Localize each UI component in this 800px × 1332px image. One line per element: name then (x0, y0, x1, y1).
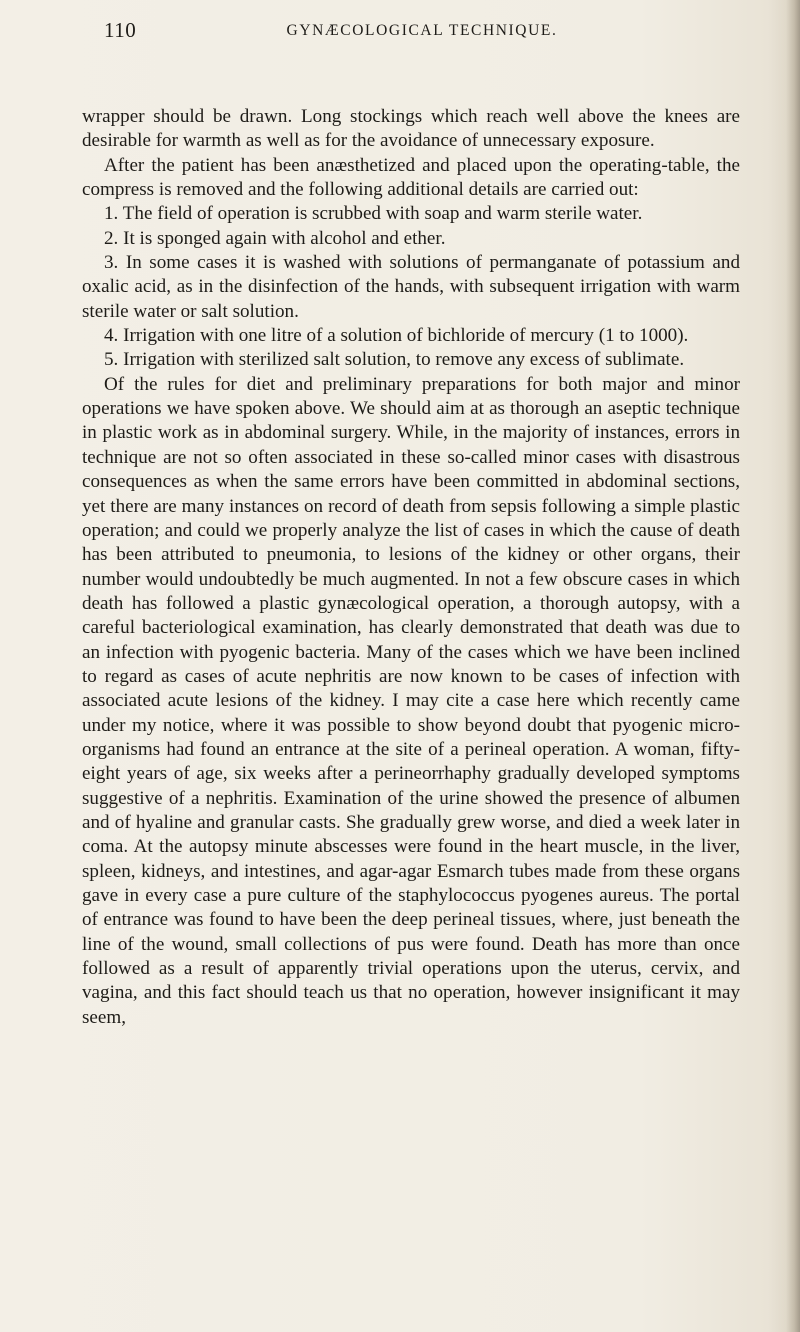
running-head: GYNÆCOLOGICAL TECHNIQUE. (286, 22, 558, 39)
page-number: 110 (104, 18, 137, 42)
paragraph-main: Of the rules for diet and preliminary preparations for both major and minor operations we have spoken above. We should aim at as thorough an aseptic technique in plastic work as in abdominal surgery. While, in the majority of instances, errors in technique are not so often associated in these so-called minor cases with disastrous consequences as when the same errors have been committed in abdominal sections, yet there are many instances on record of death from sepsis following a simple plastic operation; and could we properly analyze the list of cases in which the cause of death has been attributed to pneumonia, to lesions of the kidney or other organs, their number would undoubtedly be much augmented. In not a few obscure cases in which death has followed a plastic gynæcological operation, a thorough autopsy, with a careful bacteriological examination, has clearly demonstrated that death was due to an infection with pyogenic bacteria. Many of the cases which we have been inclined to regard as cases of acute nephritis are now known to be cases of infection with associated acute lesions of the kidney. I may cite a case here which recently came under my notice, where it was possible to show beyond doubt that pyogenic micro-organisms had found an entrance at the site of a perineal operation. A woman, fifty-eight years of age, six weeks after a perineorrhaphy gradually developed symptoms suggestive of a nephritis. Examination of the urine showed the presence of albumen and of hyaline and granular casts. She gradually grew worse, and died a week later in coma. At the autopsy minute abscesses were found in the heart muscle, in the liver, spleen, kidneys, and intestines, and agar-agar Esmarch tubes made from these organs gave in every case a pure culture of the staphylococcus pyogenes aureus. The portal of entrance was found to have been the deep perineal tissues, where, just beneath the line of the wound, small collections of pus were found. Death has more than once followed as a result of apparently trivial operations upon the uterus, cervix, and vagina, and this fact should teach us that no operation, however insignificant it may seem, (82, 373, 740, 1028)
list-item: 3. In some cases it is washed with solutions of permanganate of potassium and oxalic acid, as in the disinfection of the hands, with subsequent irrigation with warm sterile water or salt solution. (82, 252, 740, 322)
page-edge-shadow (786, 0, 800, 1332)
paragraph-continued: wrapper should be drawn. Long stockings which reach well above the knees are desirable for warmth as well as for the avoidance of unnecessary exposure. (82, 106, 740, 152)
body-text (82, 105, 740, 1030)
page-header (104, 18, 740, 48)
list-item: 5. Irrigation with sterilized salt solution, to remove any excess of sublimate. (104, 349, 685, 371)
list-item: 2. It is sponged again with alcohol and ether. (104, 227, 446, 249)
list-item: 4. Irrigation with one litre of a solution of bichloride of mercury (1 to 1000). (104, 325, 689, 347)
paragraph-intro: After the patient has been anæsthetized and placed upon the operating-table, the compress is removed and the following additional details are carried out: (82, 154, 740, 201)
list-item: 1. The field of operation is scrubbed with soap and warm sterile water. (104, 203, 643, 225)
